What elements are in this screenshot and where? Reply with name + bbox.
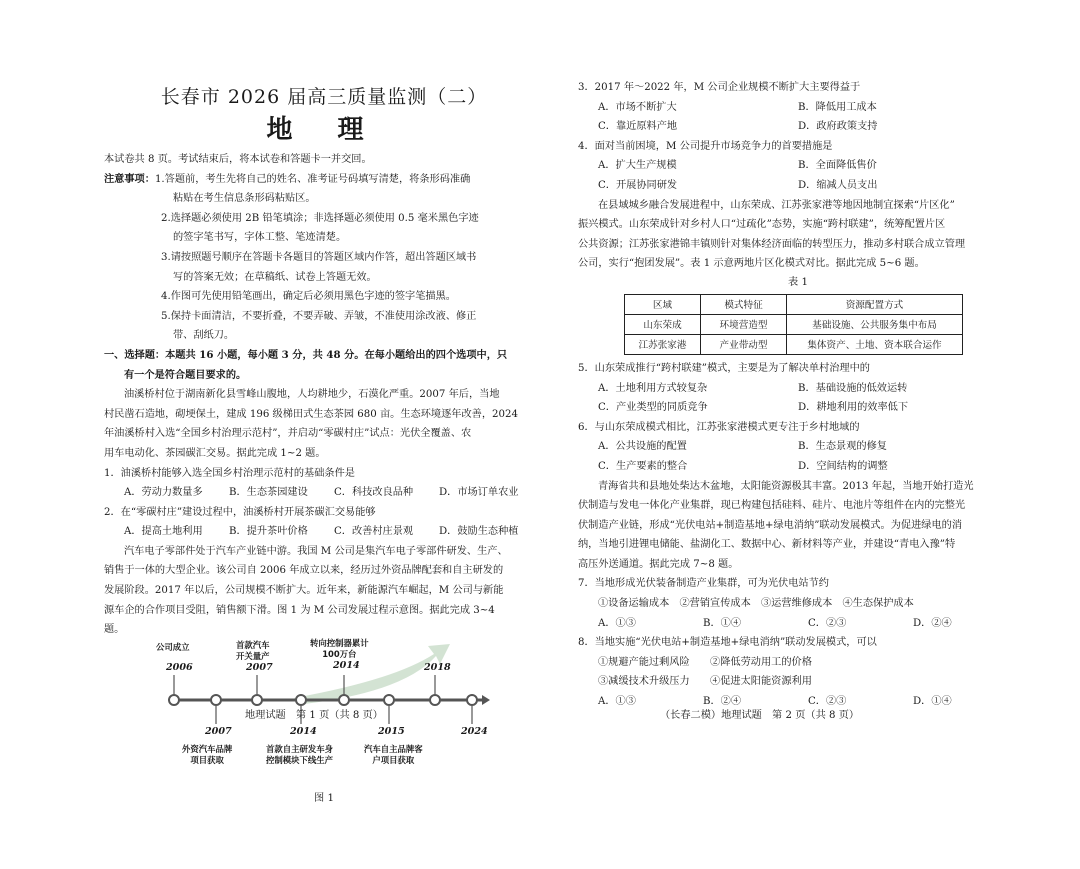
notice-line-8: 5.保持卡面清洁，不要折叠，不要弄破、弄皱，不准使用涂改液、修正 xyxy=(161,310,477,322)
q3-options-row1 xyxy=(578,98,1018,118)
notice-line-4: 的签字笔书写，字体工整、笔迹清楚。 xyxy=(173,232,347,244)
q8-option-c: C．②③ xyxy=(808,696,847,708)
subject-title: 地 理 xyxy=(266,115,382,145)
passage4-line-5: 高压外送通道。据此完成 7~8 题。 xyxy=(578,558,739,570)
q8-option-a: A．①③ xyxy=(598,696,636,708)
node-2024 xyxy=(467,695,477,705)
event-label-2007-top: 首款汽车 开关量产 xyxy=(236,639,270,661)
q7-option-b: B．①④ xyxy=(703,617,742,629)
q1-option-a: A．劳动力数量多 xyxy=(124,487,203,499)
q3-stem: 3．2017 年～2022 年，M 公司企业规模不断扩大主要得益于 xyxy=(578,82,861,93)
passage1-line-2: 村民凿石造地，砌埂保土，建成 196 级梯田式生态茶园 680 亩。生态环境逐年改善，2024 xyxy=(104,408,518,420)
node-2014-t xyxy=(339,695,349,705)
q5-option-b: B．基础设施的低效运转 xyxy=(798,382,908,394)
year-label-2024: 2024 xyxy=(461,725,488,737)
q2-option-d: D．鼓励生态种植 xyxy=(439,526,519,538)
q4-options-row2 xyxy=(578,176,1018,196)
q8-choices-line-2: ③减缓技术升级压力 ④促进太阳能资源利用 xyxy=(598,676,812,688)
passage1-line-4: 用车电动化、茶园碳汇交易。据此完成 1~2 题。 xyxy=(104,447,326,459)
passage3-line-1: 在县域城乡融合发展进程中，山东荣成、江苏张家港等地因地制宜探索“片区化” xyxy=(598,199,955,211)
right-page xyxy=(578,78,1018,712)
event-label-2015: 汽车自主品牌客 户项目获取 xyxy=(364,743,423,765)
q3-option-b: B．降低用工成本 xyxy=(798,101,877,113)
q7-options xyxy=(578,614,1018,634)
node-2007-b xyxy=(211,695,221,705)
q3-options-row2 xyxy=(578,117,1018,137)
q2-stem: 2．在“零碳村庄”建设过程中，油溪桥村开展茶碳汇交易能够 xyxy=(104,506,376,518)
passage4-line-1: 青海省共和县地处柴达木盆地，太阳能资源极其丰富。2013 年起，当地开始打造光 xyxy=(598,480,974,492)
q8-option-d: D．①④ xyxy=(913,696,952,708)
q4-option-a: A．扩大生产规模 xyxy=(598,160,677,172)
table-cell: 产业带动型 xyxy=(701,334,787,354)
q7-stem: 7．当地形成光伏装备制造产业集群，可为光伏电站节约 xyxy=(578,578,829,590)
right-page-footer: （长春二模）地理试题 第 2 页（共 8 页） xyxy=(660,710,860,721)
q8-choices-line-1: ①规避产能过剩风险 ②降低劳动用工的价格 xyxy=(598,656,812,668)
node-2015 xyxy=(384,695,394,705)
q5-stem: 5．山东荣成推行“跨村联建”模式，主要是为了解决单村治理中的 xyxy=(578,362,870,374)
table-cell: 山东荣成 xyxy=(625,314,701,334)
notice-line-5: 3.请按照题号顺序在答题卡各题目的答题区域内作答，超出答题区域书 xyxy=(161,251,477,263)
q1-option-b: B．生态茶园建设 xyxy=(229,487,308,499)
left-page-footer: 地理试题 第 1 页（共 8 页） xyxy=(245,710,383,721)
table-1-caption: 表 1 xyxy=(788,276,808,288)
q3-option-c: C．靠近原料产地 xyxy=(598,121,678,133)
q2-options xyxy=(104,522,544,542)
notice-line-1 xyxy=(104,170,544,190)
notice-label: 注意事项： xyxy=(104,172,155,185)
section-heading-1: 一、选择题：本题共 16 小题，每小题 3 分，共 48 分。在每小题给出的四个选项中，只 xyxy=(104,348,508,361)
q6-option-a: A．公共设施的配置 xyxy=(598,441,687,453)
q8-stem: 8．当地实施“光伏电站+制造基地+绿电消纳”联动发展模式，可以 xyxy=(578,637,877,649)
q4-options-row1 xyxy=(578,156,1018,176)
passage2-line-1: 汽车电子零部件处于汽车产业链中游。我国 M 公司是集汽车电子零部件研发、生产、 xyxy=(124,545,508,557)
event-label-2007-bottom: 外资汽车品牌 项目获取 xyxy=(182,743,233,765)
table-cell: 环境营造型 xyxy=(701,314,787,334)
table-header-allocation: 资源配置方式 xyxy=(787,294,963,314)
q5-options-row1 xyxy=(578,379,1018,399)
notice-line-6: 写的答案无效；在草稿纸、试卷上答题无效。 xyxy=(173,271,377,283)
table-1 xyxy=(624,294,963,355)
q6-options-row1 xyxy=(578,437,1018,457)
table-row xyxy=(625,334,963,354)
q1-stem: 1．油溪桥村能够入选全国乡村治理示范村的基础条件是 xyxy=(104,467,355,479)
q7-option-c: C．②③ xyxy=(808,617,847,629)
q1-option-c: C．科技改良品种 xyxy=(334,487,414,499)
exam-title: 长春市 2026 届高三质量监测（二） xyxy=(160,86,488,108)
notice-line-3: 2.选择题必须使用 2B 铅笔填涂；非选择题必须使用 0.5 毫米黑色字迹 xyxy=(161,212,479,224)
q8-option-b: B．②④ xyxy=(703,696,742,708)
event-label-2006: 公司成立 xyxy=(156,641,190,652)
q2-option-c: C．改善村庄景观 xyxy=(334,526,414,538)
q6-option-d: D．空间结构的调整 xyxy=(798,460,888,472)
year-label-2014-top: 2014 xyxy=(333,659,360,671)
notice-line-7: 4.作图可先使用铅笔画出，确定后必须用黑色字迹的签字笔描黑。 xyxy=(161,291,456,303)
q3-option-a: A．市场不断扩大 xyxy=(598,101,677,113)
notice-line-2: 粘贴在考生信息条形码粘贴区。 xyxy=(173,193,316,205)
table-header-row xyxy=(625,294,963,314)
passage4-line-3: 伏制造产业链，形成“光伏电站+制造基地+绿电消纳”联动发展模式。为促进绿电的消 xyxy=(578,519,963,531)
q3-option-d: D．政府政策支持 xyxy=(798,121,878,133)
timeline-arrowhead xyxy=(482,695,490,705)
passage1-line-1: 油溪桥村位于湖南新化县雪峰山腹地，人均耕地少，石漠化严重。2007 年后，当地 xyxy=(124,389,500,401)
figure-1-caption: 图 1 xyxy=(314,792,334,804)
passage2-line-5: 题。 xyxy=(104,624,125,636)
q4-option-d: D．缩减人员支出 xyxy=(798,179,878,191)
table-row xyxy=(625,314,963,334)
passage1-line-3: 年油溪桥村入选“全国乡村治理示范村”，并启动“零碳村庄”试点：光伏全覆盖、农 xyxy=(104,428,472,440)
q6-stem: 6．与山东荣成模式相比，江苏张家港模式更专注于乡村地域的 xyxy=(578,421,860,433)
passage3-line-3: 公共资源；江苏张家港锦丰镇则针对集体经济面临的转型压力，推动多村联合成立管理 xyxy=(578,238,966,250)
notice-line-9: 带、刮纸刀。 xyxy=(173,330,235,342)
q5-option-d: D．耕地利用的效率低下 xyxy=(798,402,909,414)
event-label-2014-bottom: 首款自主研发车身 控制模块下线生产 xyxy=(266,743,333,765)
passage4-line-4: 纳，当地引进锂电储能、盐湖化工、数据中心、新材料等产业，并建设“青电入豫”特 xyxy=(578,539,956,551)
q2-option-a: A．提高土地利用 xyxy=(124,526,203,538)
year-label-2006: 2006 xyxy=(166,661,193,673)
year-label-2015: 2015 xyxy=(378,725,405,737)
q4-option-b: B．全面降低售价 xyxy=(798,160,877,172)
q6-option-c: C．生产要素的整合 xyxy=(598,460,688,472)
year-label-2018: 2018 xyxy=(424,661,451,673)
q5-options-row2 xyxy=(578,398,1018,418)
node-2007-t xyxy=(252,695,262,705)
left-page xyxy=(104,78,544,808)
q2-option-b: B．提升茶叶价格 xyxy=(229,526,308,538)
passage3-line-4: 公司，实行“抱团发展”。表 1 示意两地片区化模式对比。据此完成 5~6 题。 xyxy=(578,258,925,270)
passage2-line-2: 销售于一体的大型企业。该公司自 2006 年成立以来，经历过外资品牌配套和自主研发的 xyxy=(104,565,504,577)
q5-option-c: C．产业类型的同质竞争 xyxy=(598,402,708,414)
year-label-2007-top: 2007 xyxy=(246,661,273,673)
table-header-region: 区域 xyxy=(625,294,701,314)
q6-options-row2 xyxy=(578,457,1018,477)
q6-option-b: B．生态景观的修复 xyxy=(798,441,887,453)
year-label-2014-bottom: 2014 xyxy=(290,725,317,737)
notice-text-1: 1.答题前，考生先将自己的姓名、准考证号码填写清楚，将条形码准确 xyxy=(154,173,471,185)
table-cell: 集体资产、土地、资本联合运作 xyxy=(787,334,963,354)
passage2-line-4: 源车企的合作项目受阻，销售额下滑。图 1 为 M 公司发展过程示意图。据此完成 3~4 xyxy=(104,604,495,616)
q1-options xyxy=(104,483,544,503)
exam-intro: 本试卷共 8 页。考试结束后，将本试卷和答题卡一并交回。 xyxy=(104,154,372,165)
section-heading-2: 有一个是符合题目要求的。 xyxy=(124,368,247,381)
q7-option-d: D．②④ xyxy=(913,617,952,629)
q1-option-d: D．市场订单农业 xyxy=(439,487,519,499)
q4-stem: 4．面对当前困境，M 公司提升市场竞争力的首要措施是 xyxy=(578,140,833,152)
node-2006 xyxy=(169,695,179,705)
node-2018 xyxy=(430,695,440,705)
year-label-2007-bottom: 2007 xyxy=(205,725,232,737)
passage3-line-2: 振兴模式。山东荣成针对乡村人口“过疏化”态势，实施“跨村联建”，统筹配置片区 xyxy=(578,219,946,231)
passage2-line-3: 发展阶段。2017 年以后，公司规模不断扩大。近年来，新能源汽车崛起，M 公司与新能 xyxy=(104,585,504,597)
q7-choices: ①设备运输成本 ②营销宣传成本 ③运营维修成本 ④生态保护成本 xyxy=(598,598,914,610)
q4-option-c: C．开展协同研发 xyxy=(598,179,678,191)
q5-option-a: A．土地利用方式较复杂 xyxy=(598,382,708,394)
table-cell: 基础设施、公共服务集中布局 xyxy=(787,314,963,334)
node-2014-b xyxy=(296,695,306,705)
q7-option-a: A．①③ xyxy=(598,617,636,629)
event-label-2014-top: 转向控制器累计 100万台 xyxy=(310,637,369,659)
table-header-feature: 模式特征 xyxy=(701,294,787,314)
passage4-line-2: 伏制造与发电一体化产业集群，现已构建包括硅料、硅片、电池片等组件在内的完整光 xyxy=(578,500,966,512)
table-cell: 江苏张家港 xyxy=(625,334,701,354)
